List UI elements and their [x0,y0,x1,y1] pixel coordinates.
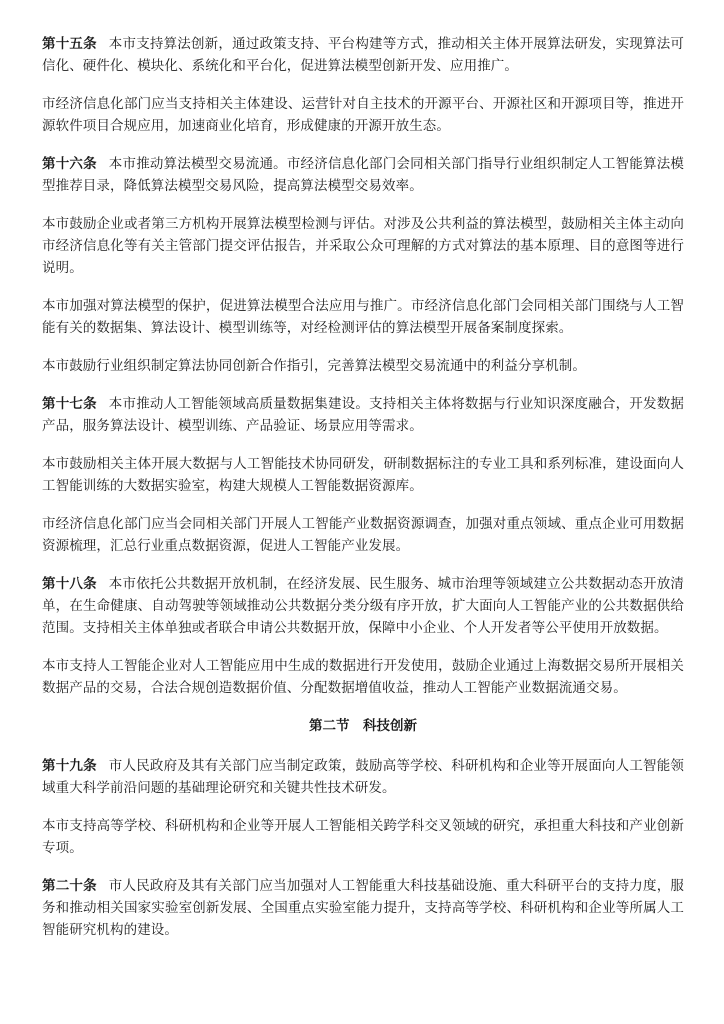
article-text: 市人民政府及其有关部门应当制定政策，鼓励高等学校、科研机构和企业等开展面向人工智能领域重大科学前沿问题的基础理论研究和关键共性技术研发。 [42,758,684,796]
article-text: 本市推动人工智能领域高质量数据集建设。支持相关主体将数据与行业知识深度融合，开发数据产品，服务算法设计、模型训练、产品验证、场景应用等需求。 [42,396,684,434]
article-15 [42,33,684,77]
paragraph: 市经济信息化部门应当支持相关主体建设、运营针对自主技术的开源平台、开源社区和开源项目等，推进开源软件项目合规应用，加速商业化培育，形成健康的开源开放生态。 [42,96,684,134]
article-text: 本市支持算法创新，通过政策支持、平台构建等方式，推动相关主体开展算法研发，实现算法可信化、硬件化、模块化、系统化和平台化，促进算法模型创新开发、应用推广。 [42,36,684,74]
article-label: 第二十条 [42,878,97,894]
paragraph: 本市鼓励企业或者第三方机构开展算法模型检测与评估。对涉及公共利益的算法模型，鼓励相关主体主动向市经济信息化等有关主管部门提交评估报告，并采取公众可理解的方式对算法的基本原理、目的意图等进行说明。 [42,216,684,276]
article-label: 第十六条 [42,156,97,172]
article-18 [42,573,684,639]
paragraph: 本市鼓励行业组织制定算法协同创新合作指引，完善算法模型交易流通中的利益分享机制。 [42,358,586,374]
article-label: 第十八条 [42,576,97,592]
paragraph: 本市支持人工智能企业对人工智能应用中生成的数据进行开发使用，鼓励企业通过上海数据交易所开展相关数据产品的交易，合法合规创造数据价值、分配数据增值收益，推动人工智能产业数据流通交易。 [42,658,684,696]
paragraph: 市经济信息化部门应当会同相关部门开展人工智能产业数据资源调查，加强对重点领域、重点企业可用数据资源梳理，汇总行业重点数据资源，促进人工智能产业发展。 [42,516,684,554]
article-text: 本市推动算法模型交易流通。市经济信息化部门会同相关部门指导行业组织制定人工智能算法模型推荐目录，降低算法模型交易风险，提高算法模型交易效率。 [42,156,684,194]
section-title: 第二节 科技创新 [309,718,417,734]
paragraph: 本市支持高等学校、科研机构和企业等开展人工智能相关跨学科交叉领域的研究，承担重大科技和产业创新专项。 [42,818,684,856]
paragraph: 本市加强对算法模型的保护，促进算法模型合法应用与推广。市经济信息化部门会同相关部门围绕与人工智能有关的数据集、算法设计、模型训练等，对经检测评估的算法模型开展备案制度探索。 [42,298,684,336]
article-20 [42,875,684,941]
article-16 [42,153,684,197]
article-text: 本市依托公共数据开放机制，在经济发展、民生服务、城市治理等领域建立公共数据动态开放清单，在生命健康、自动驾驶等领域推动公共数据分类分级有序开放，扩大面向人工智能产业的公共数据供给范围。支持相关主体单独或者联合申请公共数据开放，保障中小企业、个人开发者等公平使用开放数据。 [42,576,684,636]
article-label: 第十七条 [42,396,97,412]
article-label: 第十九条 [42,758,97,774]
article-19 [42,755,684,799]
article-17 [42,393,684,437]
article-label: 第十五条 [42,36,97,52]
article-text: 市人民政府及其有关部门应当加强对人工智能重大科技基础设施、重大科研平台的支持力度，服务和推动相关国家实验室创新发展、全国重点实验室能力提升，支持高等学校、科研机构和企业等所属人工智能研究机构的建设。 [42,878,684,938]
document-page [42,33,684,957]
paragraph: 本市鼓励相关主体开展大数据与人工智能技术协同研发，研制数据标注的专业工具和系列标准，建设面向人工智能训练的大数据实验室，构建大规模人工智能数据资源库。 [42,456,684,494]
